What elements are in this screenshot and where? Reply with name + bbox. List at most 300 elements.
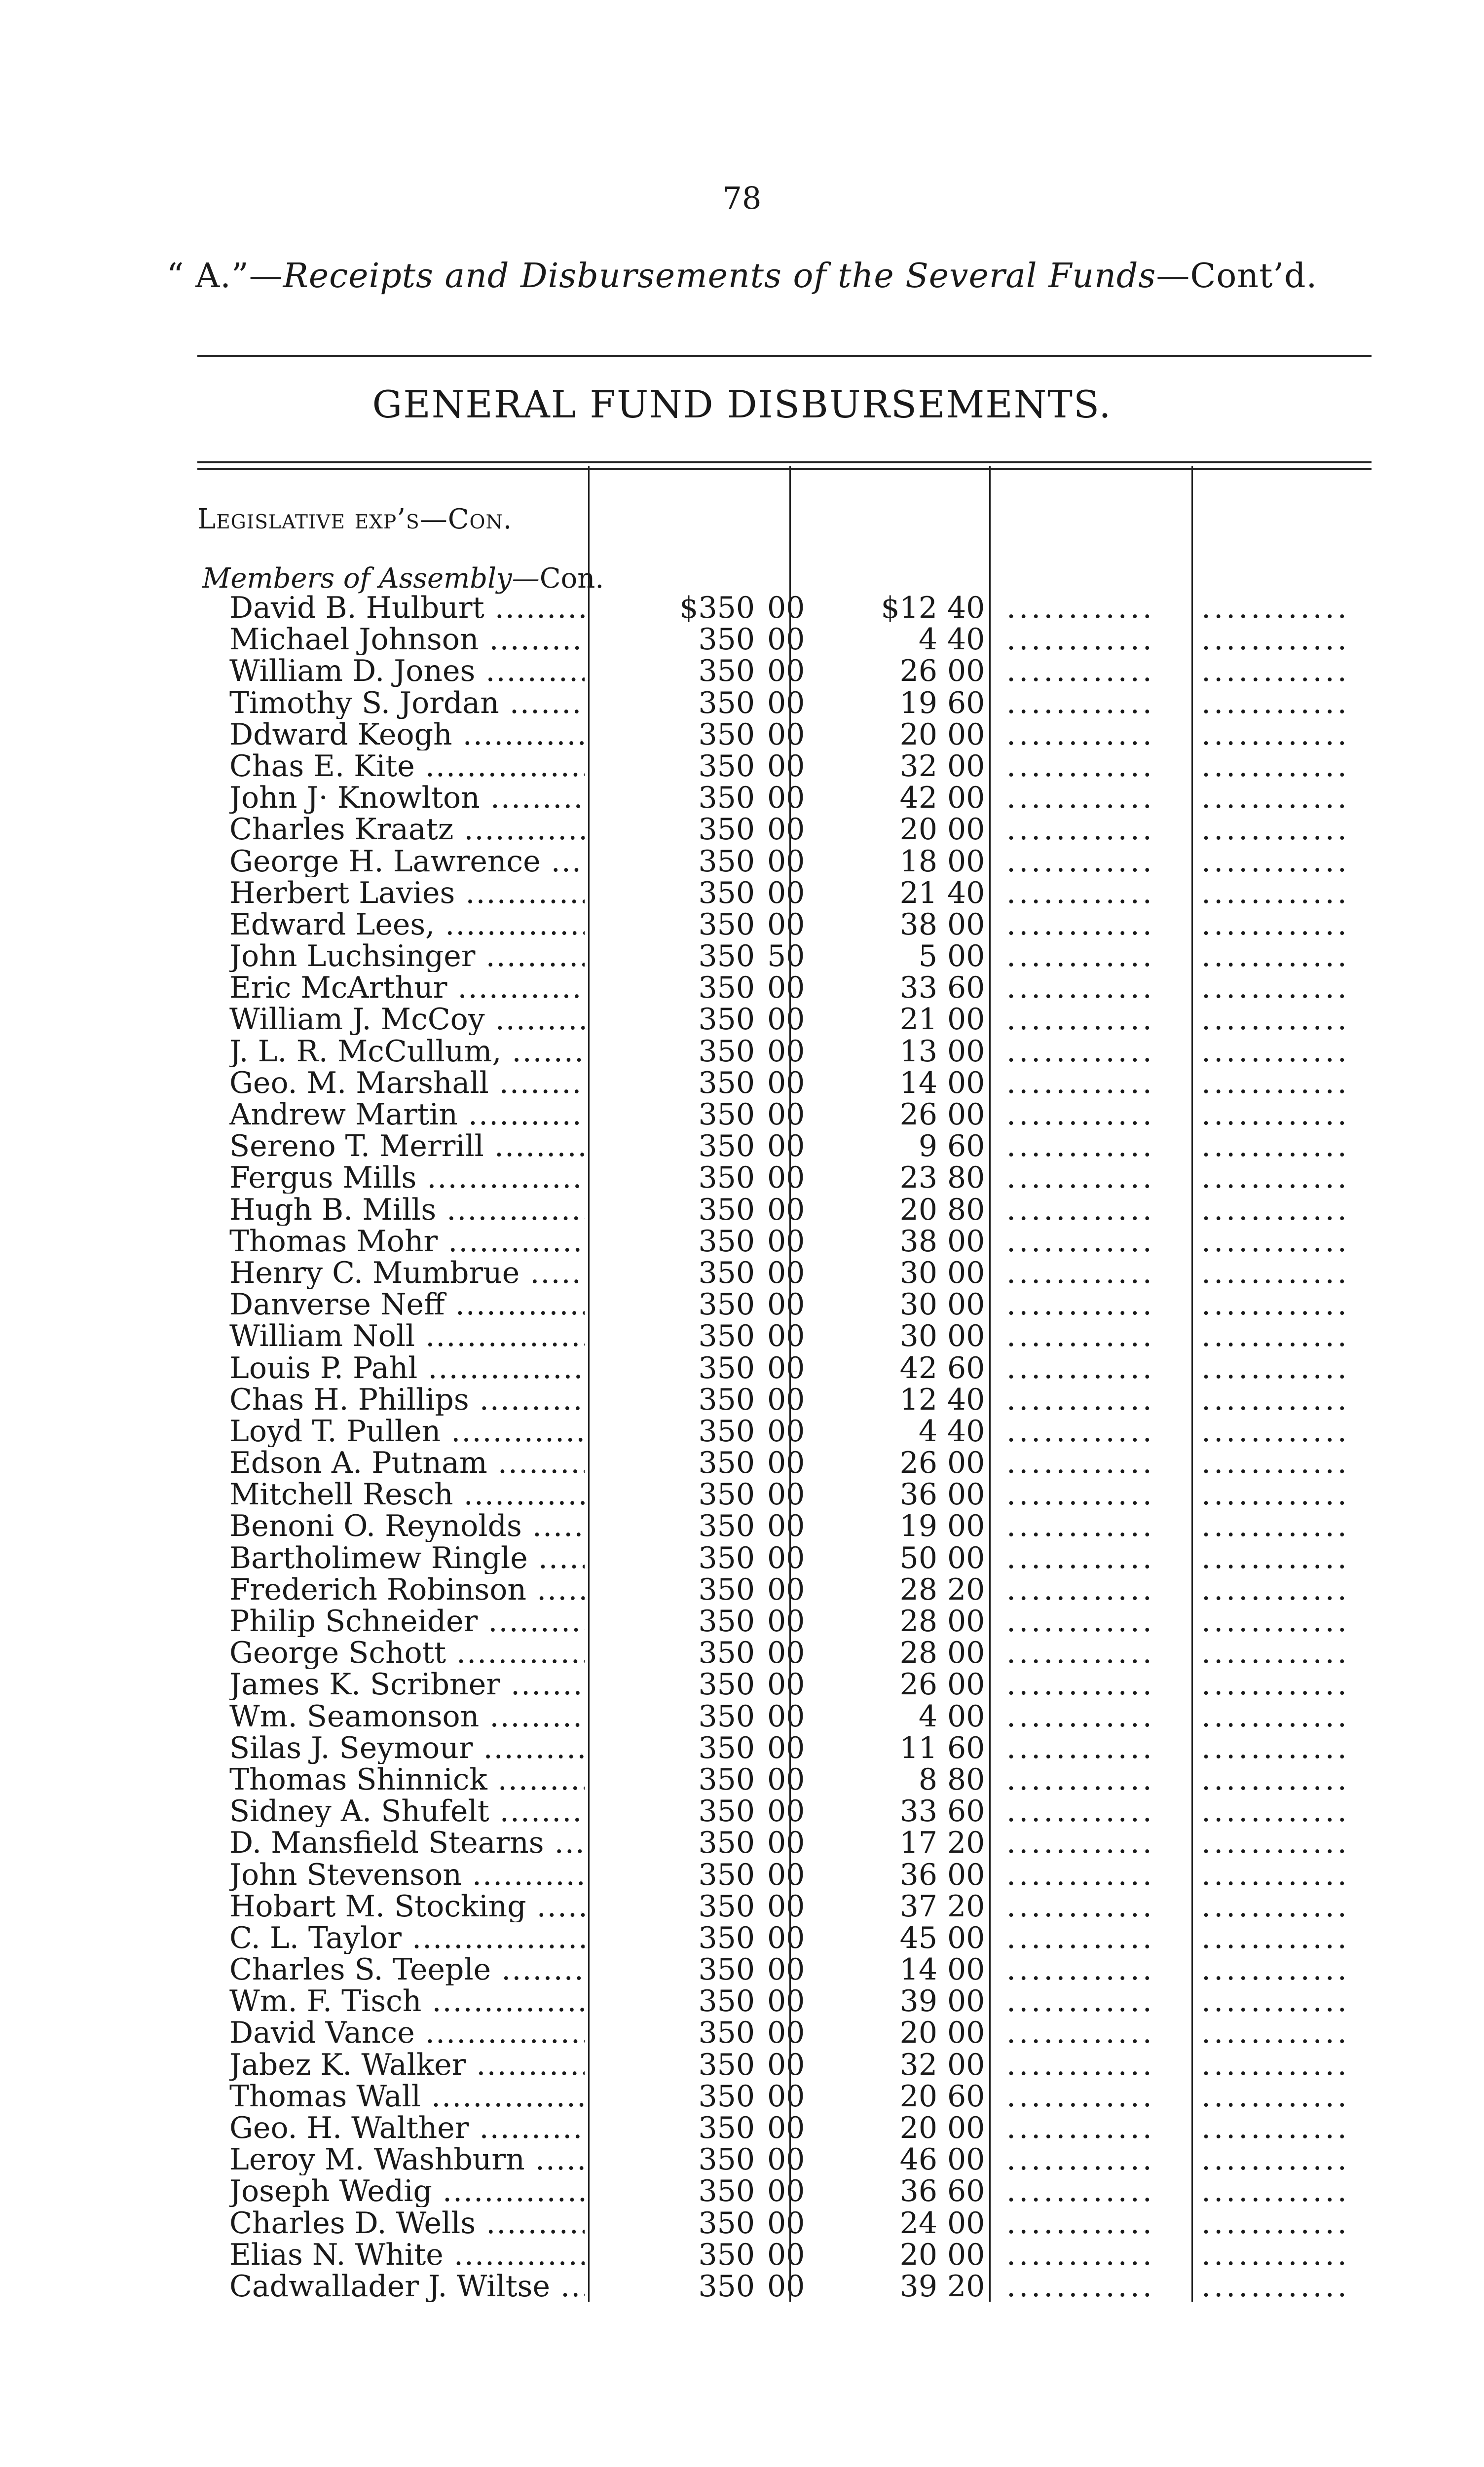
mileage-cents: 00 bbox=[947, 2237, 985, 2272]
leader-dots-col3: ............ bbox=[1006, 1669, 1155, 1701]
mileage-dollars: 50 bbox=[899, 1540, 937, 1575]
table-row bbox=[0, 1036, 1484, 1067]
leader-dots-col3: ............ bbox=[1006, 2144, 1155, 2176]
leader-dots-col3: ............ bbox=[1006, 1035, 1155, 1067]
leader-dots-col4: ............ bbox=[1201, 2049, 1350, 2081]
mileage-cents: 40 bbox=[947, 875, 985, 910]
member-name: Benoni O. Reynolds ..... bbox=[229, 1510, 585, 1542]
member-name: Wm. F. Tisch ..... bbox=[229, 1985, 585, 2017]
subhead-members-italic: Members of Assembly— bbox=[202, 562, 540, 595]
member-name: David B. Hulburt ..... bbox=[229, 592, 585, 624]
leader-dots-col4: ............ bbox=[1201, 1162, 1350, 1194]
mileage-dollars: 32 bbox=[899, 2047, 937, 2082]
mileage-cents: 00 bbox=[947, 748, 985, 784]
amount-dollars: 350 bbox=[698, 1540, 755, 1575]
mileage-cents: 00 bbox=[947, 781, 985, 816]
leader-dots-col3: ............ bbox=[1006, 1732, 1155, 1764]
mileage-cents: 20 bbox=[947, 2269, 985, 2304]
leader-dots-col4: ............ bbox=[1201, 750, 1350, 782]
leader-dots-col3: ............ bbox=[1006, 2175, 1155, 2207]
amount-dollars: 350 bbox=[698, 622, 755, 657]
member-name: Wm. Seamonson ..... bbox=[229, 1701, 585, 1732]
amount-cents: 00 bbox=[767, 717, 805, 752]
amount-dollars: 350 bbox=[698, 1636, 755, 1671]
leader-dots-col3: ............ bbox=[1006, 1162, 1155, 1194]
leader-dots-col4: ............ bbox=[1201, 1890, 1350, 1922]
mileage-cents: 00 bbox=[947, 1540, 985, 1575]
leader-dots-col4: ............ bbox=[1201, 1763, 1350, 1795]
leader-dots-col4: ............ bbox=[1201, 2239, 1350, 2271]
mileage-dollars: 20 bbox=[899, 717, 937, 752]
leader-dots-col4: ............ bbox=[1201, 2144, 1350, 2176]
amount-dollars: 350 bbox=[698, 1762, 755, 1797]
mileage-cents: 60 bbox=[947, 1730, 985, 1765]
leader-dots-col3: ............ bbox=[1006, 1795, 1155, 1828]
amount-dollars: 350 bbox=[698, 844, 755, 879]
subhead-members bbox=[202, 562, 604, 595]
amount-dollars: 350 bbox=[698, 2047, 755, 2082]
leader-dots-col3: ............ bbox=[1006, 1637, 1155, 1669]
mileage-cents: 20 bbox=[947, 1889, 985, 1924]
leader-dots-col4: ............ bbox=[1201, 592, 1350, 624]
mileage-cents: 00 bbox=[947, 1446, 985, 1481]
mileage-cents: 00 bbox=[947, 1287, 985, 1322]
mileage-dollars: 11 bbox=[899, 1730, 937, 1765]
member-name: Jabez K. Walker ..... bbox=[229, 2049, 585, 2081]
amount-cents: 00 bbox=[767, 1826, 805, 1861]
member-name: Thomas Mohr ..... bbox=[229, 1226, 585, 1257]
leader-dots-col3: ............ bbox=[1006, 1954, 1155, 1986]
leader-dots-col4: ............ bbox=[1201, 1257, 1350, 1289]
amount-cents: 00 bbox=[767, 1382, 805, 1417]
leader-dots-col3: ............ bbox=[1006, 750, 1155, 782]
member-name: Danverse Neff ..... bbox=[229, 1289, 585, 1320]
mileage-cents: 60 bbox=[947, 685, 985, 720]
mileage-cents: 00 bbox=[947, 1224, 985, 1259]
mileage-dollars: 14 bbox=[899, 1065, 937, 1100]
table-row bbox=[0, 909, 1484, 940]
amount-dollars: 350 bbox=[698, 1129, 755, 1164]
leader-dots-col3: ............ bbox=[1006, 1859, 1155, 1891]
mileage-dollars: 36 bbox=[899, 1477, 937, 1512]
leader-dots-col3: ............ bbox=[1006, 687, 1155, 719]
member-name: Sidney A. Shufelt ..... bbox=[229, 1795, 585, 1827]
leader-dots-col3: ............ bbox=[1006, 1383, 1155, 1416]
amount-cents: 00 bbox=[767, 1509, 805, 1544]
mileage-dollars: 33 bbox=[899, 1794, 937, 1829]
amount-dollars: 350 bbox=[698, 2174, 755, 2209]
mileage-dollars: 45 bbox=[899, 1920, 937, 1955]
leader-dots-col4: ............ bbox=[1201, 1099, 1350, 1130]
amount-cents: 00 bbox=[767, 971, 805, 1006]
amount-cents: 00 bbox=[767, 2142, 805, 2177]
mileage-dollars: 28 bbox=[899, 1604, 937, 1639]
leader-dots-col4: ............ bbox=[1201, 1067, 1350, 1099]
mileage-cents: 00 bbox=[947, 1667, 985, 1702]
member-name: John Luchsinger ..... bbox=[229, 940, 585, 972]
amount-cents: 00 bbox=[767, 1857, 805, 1892]
member-name: Thomas Wall ..... bbox=[229, 2081, 585, 2112]
leader-dots-col3: ............ bbox=[1006, 908, 1155, 940]
member-name: William D. Jones ..... bbox=[229, 655, 585, 687]
amount-cents: 00 bbox=[767, 1287, 805, 1322]
member-name: Ddward Keogh ..... bbox=[229, 719, 585, 750]
amount-dollars: 350 bbox=[698, 1794, 755, 1829]
leader-dots-col3: ............ bbox=[1006, 1606, 1155, 1637]
leader-dots-col4: ............ bbox=[1201, 940, 1350, 972]
table-row bbox=[0, 2239, 1484, 2271]
leader-dots-col4: ............ bbox=[1201, 1669, 1350, 1701]
leader-dots-col3: ............ bbox=[1006, 2017, 1155, 2049]
mileage-cents: 60 bbox=[947, 2174, 985, 2209]
mileage-dollars: 28 bbox=[899, 1572, 937, 1607]
table-row bbox=[0, 592, 1484, 624]
member-name: Louis P. Pahl ..... bbox=[229, 1352, 585, 1384]
table-row bbox=[0, 1226, 1484, 1257]
table-row bbox=[0, 750, 1484, 782]
leader-dots-col3: ............ bbox=[1006, 1447, 1155, 1479]
mileage-cents: 00 bbox=[947, 2016, 985, 2051]
mileage-dollars: 32 bbox=[899, 748, 937, 784]
mileage-cents: 20 bbox=[947, 1572, 985, 1607]
leader-dots-col4: ............ bbox=[1201, 1922, 1350, 1954]
leader-dots-col4: ............ bbox=[1201, 1954, 1350, 1986]
leader-dots-col4: ............ bbox=[1201, 1130, 1350, 1162]
member-name: Cadwallader J. Wiltse ..... bbox=[229, 2271, 585, 2302]
mileage-cents: 60 bbox=[947, 1794, 985, 1829]
leader-dots-col3: ............ bbox=[1006, 2207, 1155, 2239]
amount-dollars: $350 bbox=[679, 591, 755, 625]
amount-dollars: 350 bbox=[698, 1477, 755, 1512]
mileage-cents: 00 bbox=[947, 1636, 985, 1671]
amount-cents: 00 bbox=[767, 1636, 805, 1671]
amount-dollars: 350 bbox=[698, 1287, 755, 1322]
mileage-cents: 00 bbox=[947, 2111, 985, 2145]
table-row bbox=[0, 1162, 1484, 1194]
amount-dollars: 350 bbox=[698, 1034, 755, 1069]
amount-cents: 00 bbox=[767, 1604, 805, 1639]
amount-cents: 00 bbox=[767, 907, 805, 942]
mileage-cents: 60 bbox=[947, 971, 985, 1006]
table-row bbox=[0, 877, 1484, 909]
amount-cents: 00 bbox=[767, 1192, 805, 1227]
leader-dots-col4: ............ bbox=[1201, 1415, 1350, 1447]
amount-cents: 00 bbox=[767, 1984, 805, 2019]
table-row bbox=[0, 1701, 1484, 1732]
amount-dollars: 350 bbox=[698, 1952, 755, 1987]
leader-dots-col4: ............ bbox=[1201, 877, 1350, 909]
leader-dots-col4: ............ bbox=[1201, 2270, 1350, 2302]
mileage-dollars: 39 bbox=[899, 1984, 937, 2019]
table-row bbox=[0, 719, 1484, 750]
member-name: Geo. M. Marshall ..... bbox=[229, 1067, 585, 1099]
amount-dollars: 350 bbox=[698, 1730, 755, 1765]
leader-dots-col3: ............ bbox=[1006, 1067, 1155, 1099]
leader-dots-col3: ............ bbox=[1006, 1479, 1155, 1511]
amount-dollars: 350 bbox=[698, 907, 755, 942]
member-name: J. L. R. McCullum, ..... bbox=[229, 1036, 585, 1067]
leader-dots-col4: ............ bbox=[1201, 2207, 1350, 2239]
mileage-dollars: 5 bbox=[918, 939, 937, 974]
member-name: James K. Scribner ..... bbox=[229, 1669, 585, 1700]
leader-dots-col4: ............ bbox=[1201, 1035, 1350, 1067]
amount-dollars: 350 bbox=[698, 1667, 755, 1702]
leader-dots-col3: ............ bbox=[1006, 845, 1155, 877]
amount-dollars: 350 bbox=[698, 1382, 755, 1417]
member-name: Timothy S. Jordan ..... bbox=[229, 687, 585, 719]
member-name: William Noll ..... bbox=[229, 1320, 585, 1352]
amount-cents: 00 bbox=[767, 1350, 805, 1385]
amount-cents: 00 bbox=[767, 2174, 805, 2209]
table-row bbox=[0, 1320, 1484, 1352]
leader-dots-col4: ............ bbox=[1201, 1573, 1350, 1606]
amount-dollars: 350 bbox=[698, 1699, 755, 1734]
amount-dollars: 350 bbox=[698, 717, 755, 752]
mileage-cents: 40 bbox=[947, 1414, 985, 1449]
member-name: Charles Kraatz ..... bbox=[229, 814, 585, 845]
amount-dollars: 350 bbox=[698, 1572, 755, 1607]
leader-dots-col3: ............ bbox=[1006, 782, 1155, 814]
table-row bbox=[0, 1542, 1484, 1574]
amount-cents: 00 bbox=[767, 1667, 805, 1702]
table-row bbox=[0, 1416, 1484, 1447]
mileage-dollars: 30 bbox=[899, 1255, 937, 1290]
mileage-cents: 00 bbox=[947, 1319, 985, 1354]
amount-dollars: 350 bbox=[698, 1826, 755, 1861]
leader-dots-col3: ............ bbox=[1006, 1890, 1155, 1922]
amount-cents: 00 bbox=[767, 1952, 805, 1987]
table-row bbox=[0, 624, 1484, 655]
member-name: Frederich Robinson ..... bbox=[229, 1574, 585, 1606]
leader-dots-col3: ............ bbox=[1006, 1352, 1155, 1384]
amount-dollars: 350 bbox=[698, 812, 755, 847]
member-name: John Stevenson ..... bbox=[229, 1859, 585, 1891]
mileage-cents: 00 bbox=[947, 812, 985, 847]
mileage-cents: 40 bbox=[947, 622, 985, 657]
amount-cents: 00 bbox=[767, 1034, 805, 1069]
leader-dots-col3: ............ bbox=[1006, 1004, 1155, 1036]
leader-dots-col4: ............ bbox=[1201, 1542, 1350, 1574]
leader-dots-col4: ............ bbox=[1201, 1700, 1350, 1732]
member-name: Henry C. Mumbrue ..... bbox=[229, 1257, 585, 1289]
amount-cents: 00 bbox=[767, 2111, 805, 2145]
table-row bbox=[0, 1289, 1484, 1320]
amount-dollars: 350 bbox=[698, 939, 755, 974]
table-row bbox=[0, 687, 1484, 719]
leader-dots-col4: ............ bbox=[1201, 1827, 1350, 1859]
mileage-cents: 00 bbox=[947, 1002, 985, 1037]
leader-dots-col4: ............ bbox=[1201, 1004, 1350, 1036]
mileage-cents: 00 bbox=[947, 1604, 985, 1639]
member-name: Hobart M. Stocking ..... bbox=[229, 1891, 585, 1922]
amount-dollars: 350 bbox=[698, 1350, 755, 1385]
mileage-cents: 00 bbox=[947, 2047, 985, 2082]
mileage-dollars: 12 bbox=[899, 1382, 937, 1417]
table-row bbox=[0, 2144, 1484, 2175]
amount-dollars: 350 bbox=[698, 1446, 755, 1481]
leader-dots-col3: ............ bbox=[1006, 1194, 1155, 1226]
running-head-italic: Receipts and Disbursements of the Several Funds bbox=[283, 257, 1156, 296]
amount-dollars: 350 bbox=[698, 2269, 755, 2304]
disbursement-table bbox=[0, 592, 1484, 2302]
mileage-dollars: 4 bbox=[918, 1699, 937, 1734]
mileage-cents: 40 bbox=[947, 591, 985, 625]
mileage-cents: 80 bbox=[947, 1160, 985, 1196]
amount-cents: 00 bbox=[767, 2269, 805, 2304]
leader-dots-col4: ............ bbox=[1201, 1289, 1350, 1321]
member-name: George Schott ..... bbox=[229, 1637, 585, 1669]
mileage-dollars: 23 bbox=[899, 1160, 937, 1196]
amount-dollars: 350 bbox=[698, 2237, 755, 2272]
member-name: Hugh B. Mills ..... bbox=[229, 1194, 585, 1226]
mileage-cents: 00 bbox=[947, 717, 985, 752]
mileage-cents: 80 bbox=[947, 1762, 985, 1797]
member-name: Herbert Lavies ..... bbox=[229, 877, 585, 909]
mileage-dollars: 26 bbox=[899, 1097, 937, 1132]
amount-cents: 00 bbox=[767, 844, 805, 879]
mileage-dollars: 30 bbox=[899, 1319, 937, 1354]
leader-dots-col3: ............ bbox=[1006, 1700, 1155, 1732]
mileage-cents: 80 bbox=[947, 1192, 985, 1227]
table-row bbox=[0, 1130, 1484, 1162]
amount-cents: 00 bbox=[767, 2047, 805, 2082]
table-row bbox=[0, 1067, 1484, 1099]
table-row bbox=[0, 1194, 1484, 1226]
amount-cents: 00 bbox=[767, 1160, 805, 1196]
leader-dots-col3: ............ bbox=[1006, 2049, 1155, 2081]
amount-dollars: 350 bbox=[698, 1509, 755, 1544]
table-row bbox=[0, 814, 1484, 845]
mileage-dollars: 20 bbox=[899, 1192, 937, 1227]
leader-dots-col4: ............ bbox=[1201, 2017, 1350, 2049]
table-row bbox=[0, 2207, 1484, 2239]
mileage-dollars: 13 bbox=[899, 1034, 937, 1069]
page-number: 78 bbox=[722, 180, 762, 216]
amount-dollars: 350 bbox=[698, 2079, 755, 2114]
amount-cents: 00 bbox=[767, 1762, 805, 1797]
table-row bbox=[0, 1732, 1484, 1764]
mileage-dollars: 19 bbox=[899, 1509, 937, 1544]
leader-dots-col4: ............ bbox=[1201, 1352, 1350, 1384]
leader-dots-col4: ............ bbox=[1201, 1732, 1350, 1764]
amount-cents: 00 bbox=[767, 1920, 805, 1955]
mileage-dollars: 21 bbox=[899, 875, 937, 910]
table-row bbox=[0, 1954, 1484, 1985]
amount-cents: 00 bbox=[767, 781, 805, 816]
amount-cents: 00 bbox=[767, 2016, 805, 2051]
member-name: Chas H. Phillips ..... bbox=[229, 1384, 585, 1416]
mileage-dollars: 4 bbox=[918, 1414, 937, 1449]
member-name: Charles S. Teeple ..... bbox=[229, 1954, 585, 1985]
mileage-dollars: 36 bbox=[899, 1857, 937, 1892]
amount-cents: 00 bbox=[767, 875, 805, 910]
mileage-dollars: 42 bbox=[899, 781, 937, 816]
leader-dots-col4: ............ bbox=[1201, 718, 1350, 750]
mileage-dollars: 36 bbox=[899, 2174, 937, 2209]
mileage-dollars: 20 bbox=[899, 2237, 937, 2272]
member-name: Fergus Mills ..... bbox=[229, 1162, 585, 1194]
amount-dollars: 350 bbox=[698, 1160, 755, 1196]
section-title: GENERAL FUND DISBURSEMENTS. bbox=[372, 382, 1112, 426]
mileage-cents: 00 bbox=[947, 1034, 985, 1069]
amount-dollars: 350 bbox=[698, 1889, 755, 1924]
leader-dots-col3: ............ bbox=[1006, 1573, 1155, 1606]
amount-cents: 00 bbox=[767, 748, 805, 784]
member-name: George H. Lawrence ..... bbox=[229, 846, 585, 877]
leader-dots-col3: ............ bbox=[1006, 1415, 1155, 1447]
mileage-dollars: 20 bbox=[899, 2079, 937, 2114]
amount-cents: 00 bbox=[767, 591, 805, 625]
subhead-legislative: Legislative exp’s—Con. bbox=[197, 503, 513, 535]
running-head-prefix: “ A.”— bbox=[166, 257, 283, 296]
table-row bbox=[0, 1637, 1484, 1669]
member-name: Edson A. Putnam ..... bbox=[229, 1447, 585, 1479]
member-name: C. L. Taylor ..... bbox=[229, 1922, 585, 1954]
leader-dots-col3: ............ bbox=[1006, 2080, 1155, 2112]
amount-dollars: 350 bbox=[698, 685, 755, 720]
leader-dots-col4: ............ bbox=[1201, 687, 1350, 719]
leader-dots-col4: ............ bbox=[1201, 2175, 1350, 2207]
mileage-cents: 00 bbox=[947, 1920, 985, 1955]
leader-dots-col3: ............ bbox=[1006, 877, 1155, 909]
amount-dollars: 350 bbox=[698, 1604, 755, 1639]
leader-dots-col4: ............ bbox=[1201, 782, 1350, 814]
table-row bbox=[0, 1384, 1484, 1416]
amount-dollars: 350 bbox=[698, 1002, 755, 1037]
table-row bbox=[0, 1257, 1484, 1289]
amount-dollars: 350 bbox=[698, 1984, 755, 2019]
mileage-cents: 00 bbox=[947, 939, 985, 974]
amount-cents: 00 bbox=[767, 1097, 805, 1132]
mileage-dollars: $12 bbox=[881, 591, 937, 625]
table-row bbox=[0, 1447, 1484, 1479]
member-name: Elias N. White ..... bbox=[229, 2239, 585, 2271]
amount-cents: 00 bbox=[767, 685, 805, 720]
mileage-dollars: 14 bbox=[899, 1952, 937, 1987]
leader-dots-col4: ............ bbox=[1201, 814, 1350, 846]
leader-dots-col4: ............ bbox=[1201, 655, 1350, 687]
leader-dots-col4: ............ bbox=[1201, 1225, 1350, 1257]
leader-dots-col3: ............ bbox=[1006, 2112, 1155, 2144]
leader-dots-col4: ............ bbox=[1201, 1637, 1350, 1669]
table-row bbox=[0, 2017, 1484, 2049]
leader-dots-col3: ............ bbox=[1006, 1099, 1155, 1130]
table-row bbox=[0, 1574, 1484, 1606]
mileage-dollars: 39 bbox=[899, 2269, 937, 2304]
amount-cents: 00 bbox=[767, 1572, 805, 1607]
amount-dollars: 350 bbox=[698, 2016, 755, 2051]
mileage-dollars: 38 bbox=[899, 907, 937, 942]
mileage-dollars: 18 bbox=[899, 844, 937, 879]
table-row bbox=[0, 1099, 1484, 1130]
amount-cents: 00 bbox=[767, 654, 805, 689]
amount-cents: 00 bbox=[767, 2079, 805, 2114]
member-name: Loyd T. Pullen ..... bbox=[229, 1416, 585, 1447]
amount-dollars: 350 bbox=[698, 1097, 755, 1132]
mileage-dollars: 8 bbox=[918, 1762, 937, 1797]
member-name: Mitchell Resch ..... bbox=[229, 1479, 585, 1510]
amount-cents: 00 bbox=[767, 1889, 805, 1924]
table-row bbox=[0, 1479, 1484, 1510]
mileage-dollars: 26 bbox=[899, 1446, 937, 1481]
subhead-members-suffix: Con. bbox=[539, 562, 604, 595]
member-name: John J· Knowlton ..... bbox=[229, 782, 585, 814]
leader-dots-col3: ............ bbox=[1006, 940, 1155, 972]
amount-dollars: 350 bbox=[698, 654, 755, 689]
leader-dots-col3: ............ bbox=[1006, 1320, 1155, 1352]
mileage-dollars: 9 bbox=[918, 1129, 937, 1164]
table-row bbox=[0, 1985, 1484, 2017]
